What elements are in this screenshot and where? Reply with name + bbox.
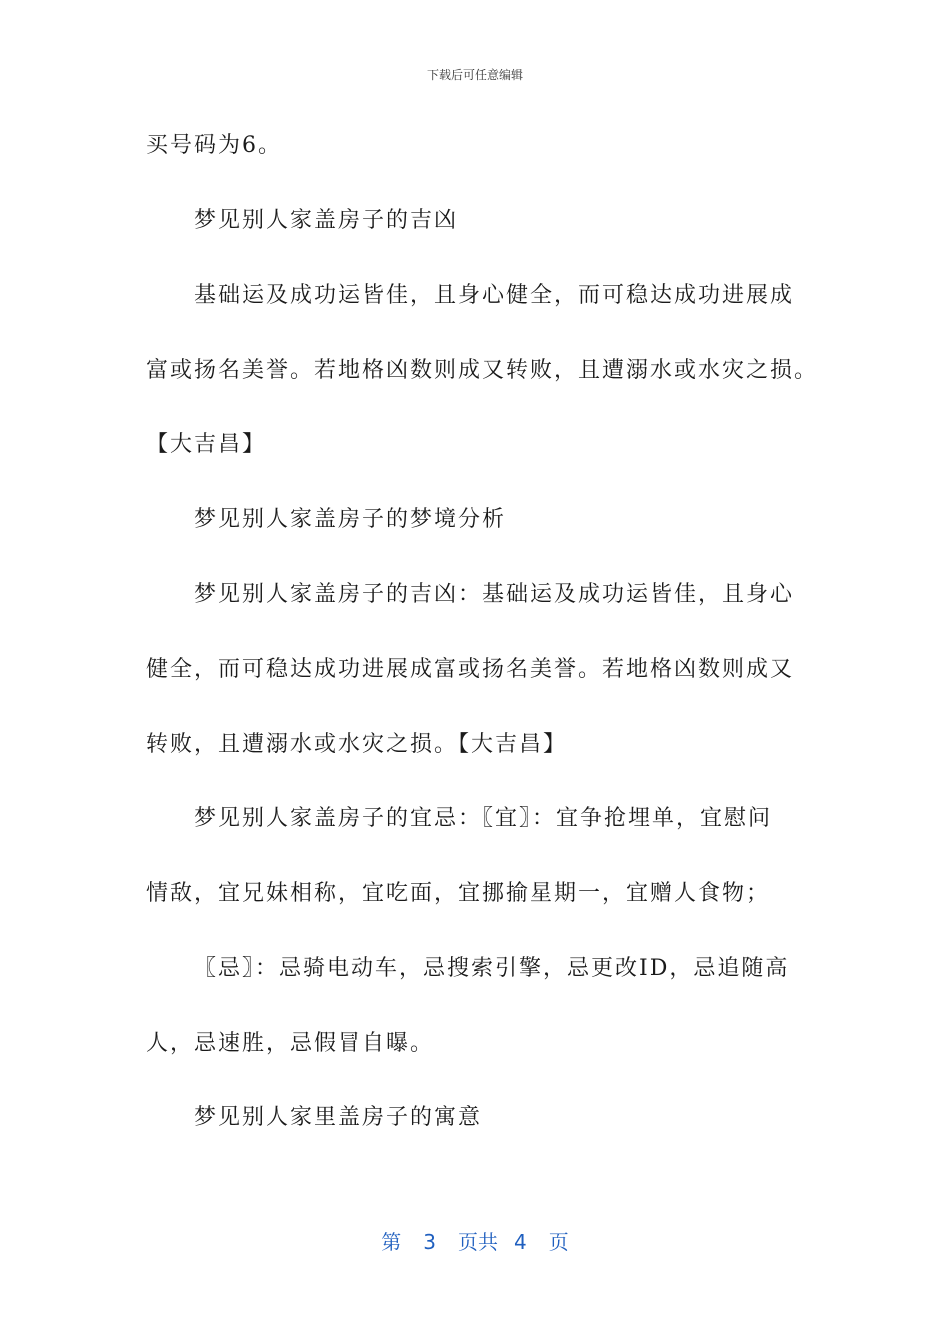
text-line-10: 梦见别人家盖房子的宜忌：〖宜〗：宜争抢埋单，宜慰问 bbox=[194, 806, 773, 831]
footer-total-number: 4 bbox=[514, 1230, 527, 1254]
footer-page-number: 3 bbox=[423, 1230, 436, 1254]
footer-page-unit: 页共 bbox=[458, 1230, 498, 1254]
text-line-5: 【大吉昌】 bbox=[146, 432, 267, 457]
text-line-3: 基础运及成功运皆佳，且身心健全，而可稳达成功进展成 bbox=[194, 283, 795, 308]
footer-total-unit: 页 bbox=[548, 1230, 569, 1254]
text-line-7: 梦见别人家盖房子的吉凶：基础运及成功运皆佳，且身心 bbox=[194, 582, 795, 607]
page-footer bbox=[0, 1226, 950, 1255]
text-line-1: 买号码为6。 bbox=[146, 133, 282, 158]
text-line-13: 人，忌速胜，忌假冒自曝。 bbox=[146, 1031, 435, 1056]
text-line-8: 健全，而可稳达成功进展成富或扬名美誉。若地格凶数则成又 bbox=[146, 657, 795, 682]
text-line-6: 梦见别人家盖房子的梦境分析 bbox=[194, 507, 507, 532]
text-line-11: 情敌，宜兄妹相称，宜吃面，宜挪揄星期一，宜赠人食物； bbox=[146, 881, 771, 906]
text-line-12: 〖忌〗：忌骑电动车，忌搜索引擎，忌更改ID，忌追随高 bbox=[194, 956, 790, 981]
text-line-2: 梦见别人家盖房子的吉凶 bbox=[194, 208, 459, 233]
text-line-4: 富或扬名美誉。若地格凶数则成又转败，且遭溺水或水灾之损。 bbox=[146, 358, 819, 383]
text-line-9: 转败，且遭溺水或水灾之损。【大吉昌】 bbox=[146, 732, 568, 757]
page-header: 下载后可任意编辑 bbox=[426, 68, 523, 82]
footer-page-label: 第 bbox=[381, 1230, 402, 1254]
text-line-14: 梦见别人家里盖房子的寓意 bbox=[194, 1105, 483, 1130]
